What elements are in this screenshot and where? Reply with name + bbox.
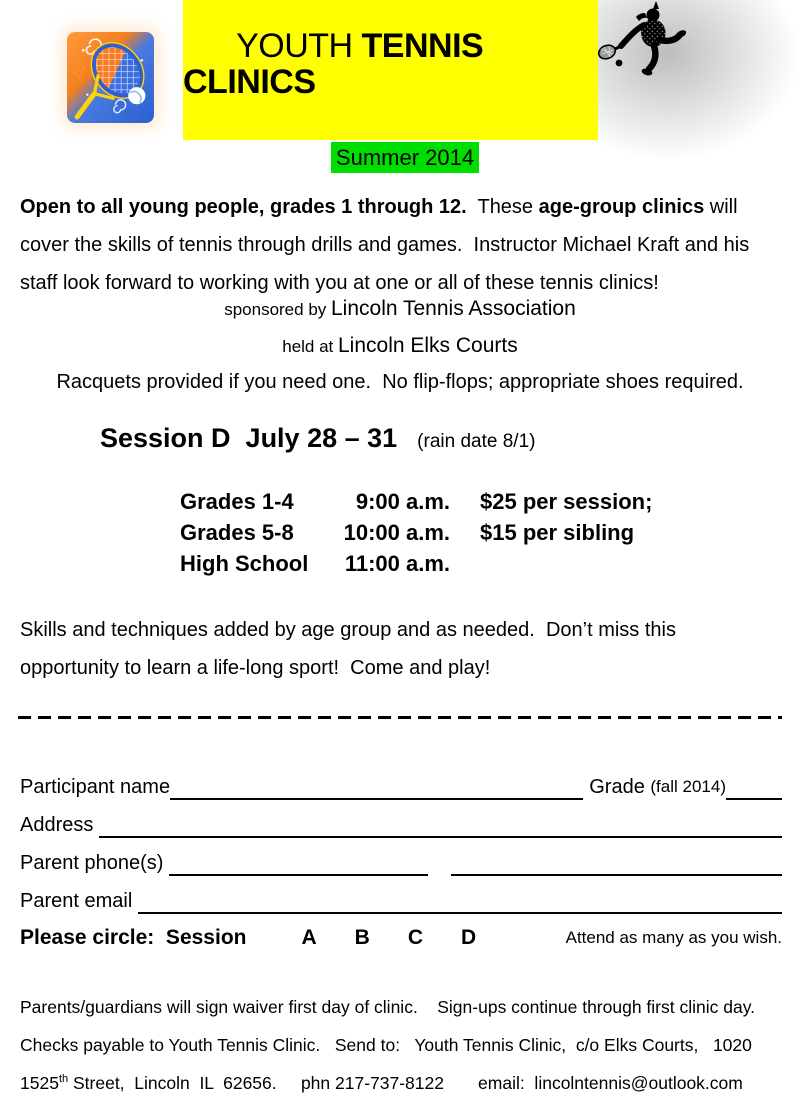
promo-paragraph: Skills and techniques added by age group and as needed. Don’t miss this opportunity to learn a life-long sport! Come and play! xyxy=(20,619,682,679)
please-circle-row xyxy=(20,922,782,954)
intro-lead-rest: will cover the skills of tennis through drills and games. Instructor Michael Kraft and his staff look forward to working with you at one or all of these tennis clinics! xyxy=(20,196,755,294)
schedule-row-time: 9:00 a.m. xyxy=(355,489,450,514)
session-heading xyxy=(100,423,535,454)
footer-line-waiver: Parents/guardians will sign waiver first day of clinic. Sign-ups continue through first clinic day. xyxy=(20,997,756,1017)
schedule-row-group: Grades 5-8 xyxy=(180,520,294,545)
dashed-cut-line xyxy=(18,716,782,719)
session-schedule-table xyxy=(180,486,740,579)
footer-line-checks: Checks payable to Youth Tennis Clinic. Send to: Youth Tennis Clinic, c/o Elks Courts, 1020 xyxy=(20,1035,752,1055)
grade-label: Grade xyxy=(589,776,651,798)
phone-blank-1 xyxy=(169,852,428,876)
subtitle-text: Summer 2014 xyxy=(335,144,475,170)
tennis-racquet-clipart-icon xyxy=(67,32,154,123)
schedule-row-group: High School xyxy=(180,551,309,576)
schedule-row-price xyxy=(450,548,740,579)
schedule-row-time: 11:00 a.m. xyxy=(344,551,450,576)
session-option-d: D xyxy=(460,926,477,949)
phone-blank-2 xyxy=(451,852,782,876)
session-option-b: B xyxy=(354,926,370,949)
parent-phone-row xyxy=(20,847,782,877)
equipment-note: Racquets provided if you need one. No flip-flops; appropriate shoes required. xyxy=(56,371,744,393)
page-title xyxy=(183,0,598,136)
title-banner xyxy=(183,0,598,140)
session-option-a: A xyxy=(301,926,317,949)
intro-paragraph xyxy=(20,188,784,302)
session-heading-text: Session D July 28 – 31 xyxy=(100,423,398,453)
schedule-row-group: Grades 1-4 xyxy=(180,489,294,514)
held-prefix: held at xyxy=(282,337,338,356)
parent-email-row xyxy=(20,885,782,915)
footer-contact-text: Street, Lincoln IL 62656. phn 217-737-8122 email: lincolntennis@outlook.com xyxy=(68,1073,743,1093)
intro-age-group-bold: age-group clinics xyxy=(538,196,705,218)
participant-name-row xyxy=(20,771,782,801)
footer-street-number: 1525 xyxy=(20,1073,59,1093)
venue-name: Lincoln Elks Courts xyxy=(338,334,518,357)
rain-date-note: (rain date 8/1) xyxy=(417,431,536,452)
address-blank xyxy=(99,814,782,838)
footer-notes xyxy=(20,988,784,1095)
page-title-youth: YOUTH xyxy=(236,27,353,65)
sponsor-name: Lincoln Tennis Association xyxy=(331,297,576,320)
sponsored-prefix: sponsored by xyxy=(224,300,331,319)
schedule-row-time: 10:00 a.m. xyxy=(343,520,450,545)
address-row xyxy=(20,809,782,839)
intro-lead-bold: Open to all young people, grades 1 through 12. xyxy=(20,196,467,218)
parent-email-label: Parent email xyxy=(20,890,138,912)
participant-name-blank xyxy=(170,776,583,800)
sponsored-line xyxy=(0,290,800,329)
grade-blank xyxy=(726,776,782,800)
footer-street-ordinal: th xyxy=(58,1073,69,1086)
address-label: Address xyxy=(20,814,99,836)
participant-name-label: Participant name xyxy=(20,776,171,798)
attend-note: Attend as many as you wish. xyxy=(565,928,782,947)
page-title-tennis-clinics: TENNIS CLINICS xyxy=(183,27,493,101)
intro-lead-mid: These xyxy=(466,196,539,218)
email-blank xyxy=(138,890,782,914)
tennis-player-silhouette-icon xyxy=(596,0,696,95)
held-at-line xyxy=(0,327,800,366)
subtitle-band xyxy=(331,142,479,173)
footer-line-address xyxy=(20,1064,784,1095)
schedule-row-price: $25 per session; xyxy=(480,489,653,514)
grade-fall-note: (fall 2014) xyxy=(650,777,726,796)
session-option-c: C xyxy=(407,926,423,949)
schedule-row-price: $15 per sibling xyxy=(480,520,635,545)
parent-phone-label: Parent phone(s) xyxy=(20,852,169,874)
please-circle-label: Please circle: Session xyxy=(20,926,247,949)
